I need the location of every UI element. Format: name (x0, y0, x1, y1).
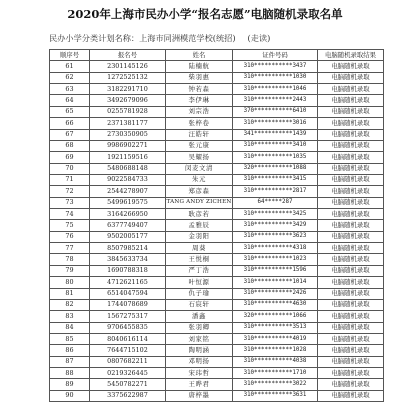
cell-reg-no: 5480688148 (90, 163, 166, 174)
cell-result: 电脑随机录取 (318, 265, 384, 276)
cell-seq: 89 (50, 379, 90, 390)
cell-result: 电脑随机录取 (318, 174, 384, 185)
cell-result: 电脑随机录取 (318, 277, 384, 288)
table-row (50, 152, 384, 163)
table-row (50, 288, 384, 299)
cell-seq: 77 (50, 243, 90, 254)
cell-seq: 65 (50, 106, 90, 117)
table-row (50, 209, 384, 220)
cell-name: 刘宗浩 (166, 106, 233, 117)
cell-name: 张元康 (166, 140, 233, 151)
table-header-row (50, 50, 384, 61)
cell-name: 仇子瑜 (166, 288, 233, 299)
cell-id-no: 310***********2817 (233, 186, 318, 197)
cell-reg-no: 7644715102 (90, 345, 166, 356)
table-row (50, 61, 384, 72)
cell-name: 石宸轩 (166, 299, 233, 310)
table-row (50, 243, 384, 254)
table-row (50, 333, 384, 344)
table-row (50, 254, 384, 265)
cell-result: 电脑随机录取 (318, 197, 384, 208)
table-row (50, 277, 384, 288)
cell-id-no: 310***********3410 (233, 140, 318, 151)
cell-name: 邓明扬 (166, 356, 233, 367)
cell-id-no: 310***********3022 (233, 379, 318, 390)
cell-id-no: 310***********4038 (233, 356, 318, 367)
cell-id-no: 310***********4318 (233, 243, 318, 254)
cell-seq: 67 (50, 129, 90, 140)
cell-id-no: 310***********1023 (233, 254, 318, 265)
cell-seq: 85 (50, 333, 90, 344)
plan-subtitle (49, 33, 270, 44)
admission-table (49, 49, 384, 402)
cell-name: 张梓卷 (166, 118, 233, 129)
cell-name: 周葵 (166, 243, 233, 254)
cell-id-no: 310***********2443 (233, 95, 318, 106)
cell-result: 电脑随机录取 (318, 254, 384, 265)
cell-reg-no: 2544278907 (90, 186, 166, 197)
cell-reg-no: 0255781928 (90, 106, 166, 117)
cell-seq: 88 (50, 368, 90, 379)
cell-id-no: 310***********3415 (233, 174, 318, 185)
cell-name: 唐梓墨 (166, 390, 233, 401)
cell-id-no: 310***********2426 (233, 288, 318, 299)
table-row (50, 231, 384, 242)
cell-result: 电脑随机录取 (318, 311, 384, 322)
cell-result: 电脑随机录取 (318, 152, 384, 163)
cell-result: 电脑随机录取 (318, 163, 384, 174)
cell-id-no: 310***********1596 (233, 265, 318, 276)
table-row (50, 379, 384, 390)
cell-result: 电脑随机录取 (318, 209, 384, 220)
cell-reg-no: 1567275317 (90, 311, 166, 322)
cell-reg-no: 1690788318 (90, 265, 166, 276)
cell-name: TANG ANDY ZICHEN (166, 197, 233, 208)
table-row (50, 72, 384, 83)
cell-seq: 79 (50, 265, 90, 276)
table-row (50, 197, 384, 208)
cell-seq: 63 (50, 84, 90, 95)
cell-reg-no: 0807682211 (90, 356, 166, 367)
cell-id-no: 310***********3513 (233, 322, 318, 333)
cell-seq: 74 (50, 209, 90, 220)
table-row (50, 311, 384, 322)
column-header-seq: 顺序号 (50, 50, 90, 61)
cell-result: 电脑随机录取 (318, 95, 384, 106)
cell-seq: 62 (50, 72, 90, 83)
plan-note: (走读) (247, 33, 271, 43)
cell-id-no: 370***********6410 (233, 106, 318, 117)
document-title: 2020年上海市民办小学“报名志愿”电脑随机录取名单 (67, 7, 343, 21)
cell-name: 金羽阳 (166, 231, 233, 242)
cell-reg-no: 4712621165 (90, 277, 166, 288)
plan-school-name: 上海市同洲模范学校(统招) (139, 33, 236, 43)
cell-seq: 61 (50, 61, 90, 72)
cell-reg-no: 9706455835 (90, 322, 166, 333)
cell-reg-no: 1921159516 (90, 152, 166, 163)
cell-name: 王晔君 (166, 379, 233, 390)
cell-result: 电脑随机录取 (318, 288, 384, 299)
cell-id-no: 310***********3425 (233, 209, 318, 220)
cell-id-no: 310***********1014 (233, 277, 318, 288)
cell-result: 电脑随机录取 (318, 72, 384, 83)
cell-result: 电脑随机录取 (318, 390, 384, 401)
cell-name: 严丁浩 (166, 265, 233, 276)
cell-seq: 82 (50, 299, 90, 310)
table-row (50, 163, 384, 174)
cell-reg-no: 8040616114 (90, 333, 166, 344)
cell-reg-no: 0219326445 (90, 368, 166, 379)
table-row (50, 322, 384, 333)
cell-reg-no: 1272525132 (90, 72, 166, 83)
cell-id-no: 310***********3429 (233, 220, 318, 231)
cell-seq: 66 (50, 118, 90, 129)
cell-result: 电脑随机录取 (318, 118, 384, 129)
table-row (50, 186, 384, 197)
cell-name: 孟雅辰 (166, 220, 233, 231)
cell-id-no: 320***********1088 (233, 163, 318, 174)
cell-result: 电脑随机录取 (318, 345, 384, 356)
cell-name: 王悦桐 (166, 254, 233, 265)
cell-id-no: 310***********1035 (233, 152, 318, 163)
cell-result: 电脑随机录取 (318, 140, 384, 151)
cell-id-no: 310***********3016 (233, 118, 318, 129)
cell-result: 电脑随机录取 (318, 368, 384, 379)
cell-result: 电脑随机录取 (318, 84, 384, 95)
cell-name: 柴羽惠 (166, 72, 233, 83)
cell-id-no: 310***********4019 (233, 333, 318, 344)
cell-seq: 90 (50, 390, 90, 401)
cell-name: 钟若森 (166, 84, 233, 95)
cell-name: 闵麦文清 (166, 163, 233, 174)
table-row (50, 299, 384, 310)
table-row (50, 356, 384, 367)
cell-seq: 72 (50, 186, 90, 197)
cell-result: 电脑随机录取 (318, 322, 384, 333)
cell-reg-no: 3375622987 (90, 390, 166, 401)
cell-result: 电脑随机录取 (318, 299, 384, 310)
table-body (50, 61, 384, 402)
cell-name: 张羽卿 (166, 322, 233, 333)
cell-id-no: 310***********3437 (233, 61, 318, 72)
table-row (50, 220, 384, 231)
table-row (50, 265, 384, 276)
column-header-result: 电脑随机录取结果 (318, 50, 384, 61)
cell-id-no: 310***********4630 (233, 299, 318, 310)
cell-reg-no: 3492679096 (90, 95, 166, 106)
cell-reg-no: 8507985214 (90, 243, 166, 254)
cell-seq: 73 (50, 197, 90, 208)
cell-name: 吴耀扬 (166, 152, 233, 163)
cell-reg-no: 9986902271 (90, 140, 166, 151)
cell-reg-no: 5499619575 (90, 197, 166, 208)
table-row (50, 368, 384, 379)
cell-reg-no: 2371381177 (90, 118, 166, 129)
cell-reg-no: 3182291710 (90, 84, 166, 95)
cell-reg-no: 3164266950 (90, 209, 166, 220)
column-header-id-no: 证件号码 (233, 50, 318, 61)
cell-reg-no: 9022584733 (90, 174, 166, 185)
cell-reg-no: 2301145126 (90, 61, 166, 72)
cell-seq: 84 (50, 322, 90, 333)
cell-reg-no: 2730350905 (90, 129, 166, 140)
cell-name: 叶恒源 (166, 277, 233, 288)
column-header-reg-no: 报名号 (90, 50, 166, 61)
table-row (50, 345, 384, 356)
cell-result: 电脑随机录取 (318, 379, 384, 390)
cell-seq: 80 (50, 277, 90, 288)
cell-name: 耿彦若 (166, 209, 233, 220)
table-row (50, 129, 384, 140)
cell-seq: 75 (50, 220, 90, 231)
cell-seq: 76 (50, 231, 90, 242)
cell-reg-no: 9502005177 (90, 231, 166, 242)
cell-seq: 83 (50, 311, 90, 322)
cell-id-no: 320***********1066 (233, 311, 318, 322)
cell-result: 电脑随机录取 (318, 61, 384, 72)
cell-seq: 70 (50, 163, 90, 174)
table-row (50, 106, 384, 117)
cell-seq: 86 (50, 345, 90, 356)
cell-name: 陆楠航 (166, 61, 233, 72)
cell-seq: 78 (50, 254, 90, 265)
cell-id-no: 310***********3623 (233, 231, 318, 242)
cell-reg-no: 5450782271 (90, 379, 166, 390)
cell-reg-no: 1744078689 (90, 299, 166, 310)
cell-name: 朱元 (166, 174, 233, 185)
cell-result: 电脑随机录取 (318, 333, 384, 344)
cell-id-no: 341***********1439 (233, 129, 318, 140)
table-row (50, 84, 384, 95)
table-row (50, 95, 384, 106)
cell-result: 电脑随机录取 (318, 231, 384, 242)
table-row (50, 118, 384, 129)
cell-id-no: 310***********1030 (233, 72, 318, 83)
cell-reg-no: 6514047594 (90, 288, 166, 299)
cell-seq: 81 (50, 288, 90, 299)
cell-result: 电脑随机录取 (318, 106, 384, 117)
cell-result: 电脑随机录取 (318, 186, 384, 197)
cell-id-no: 310***********3631 (233, 390, 318, 401)
cell-result: 电脑随机录取 (318, 129, 384, 140)
cell-seq: 87 (50, 356, 90, 367)
cell-reg-no: 3845633734 (90, 254, 166, 265)
cell-reg-no: 6377749407 (90, 220, 166, 231)
cell-name: 刘家铭 (166, 333, 233, 344)
cell-name: 潘鑫 (166, 311, 233, 322)
table-row (50, 174, 384, 185)
cell-seq: 68 (50, 140, 90, 151)
cell-id-no: 310***********1710 (233, 368, 318, 379)
table-row (50, 140, 384, 151)
cell-id-no: 64*****287 (233, 197, 318, 208)
cell-name: 李伊琳 (166, 95, 233, 106)
cell-seq: 69 (50, 152, 90, 163)
plan-category-label: 民办小学分类计划名称： (49, 33, 140, 43)
cell-seq: 64 (50, 95, 90, 106)
cell-seq: 71 (50, 174, 90, 185)
cell-name: 汪皓轩 (166, 129, 233, 140)
cell-name: 陶明涵 (166, 345, 233, 356)
cell-result: 电脑随机录取 (318, 220, 384, 231)
column-header-name: 姓名 (166, 50, 233, 61)
cell-id-no: 310***********1028 (233, 345, 318, 356)
cell-name: 宋玮哲 (166, 368, 233, 379)
cell-result: 电脑随机录取 (318, 243, 384, 254)
cell-name: 郑彦森 (166, 186, 233, 197)
cell-id-no: 310***********1046 (233, 84, 318, 95)
cell-result: 电脑随机录取 (318, 356, 384, 367)
